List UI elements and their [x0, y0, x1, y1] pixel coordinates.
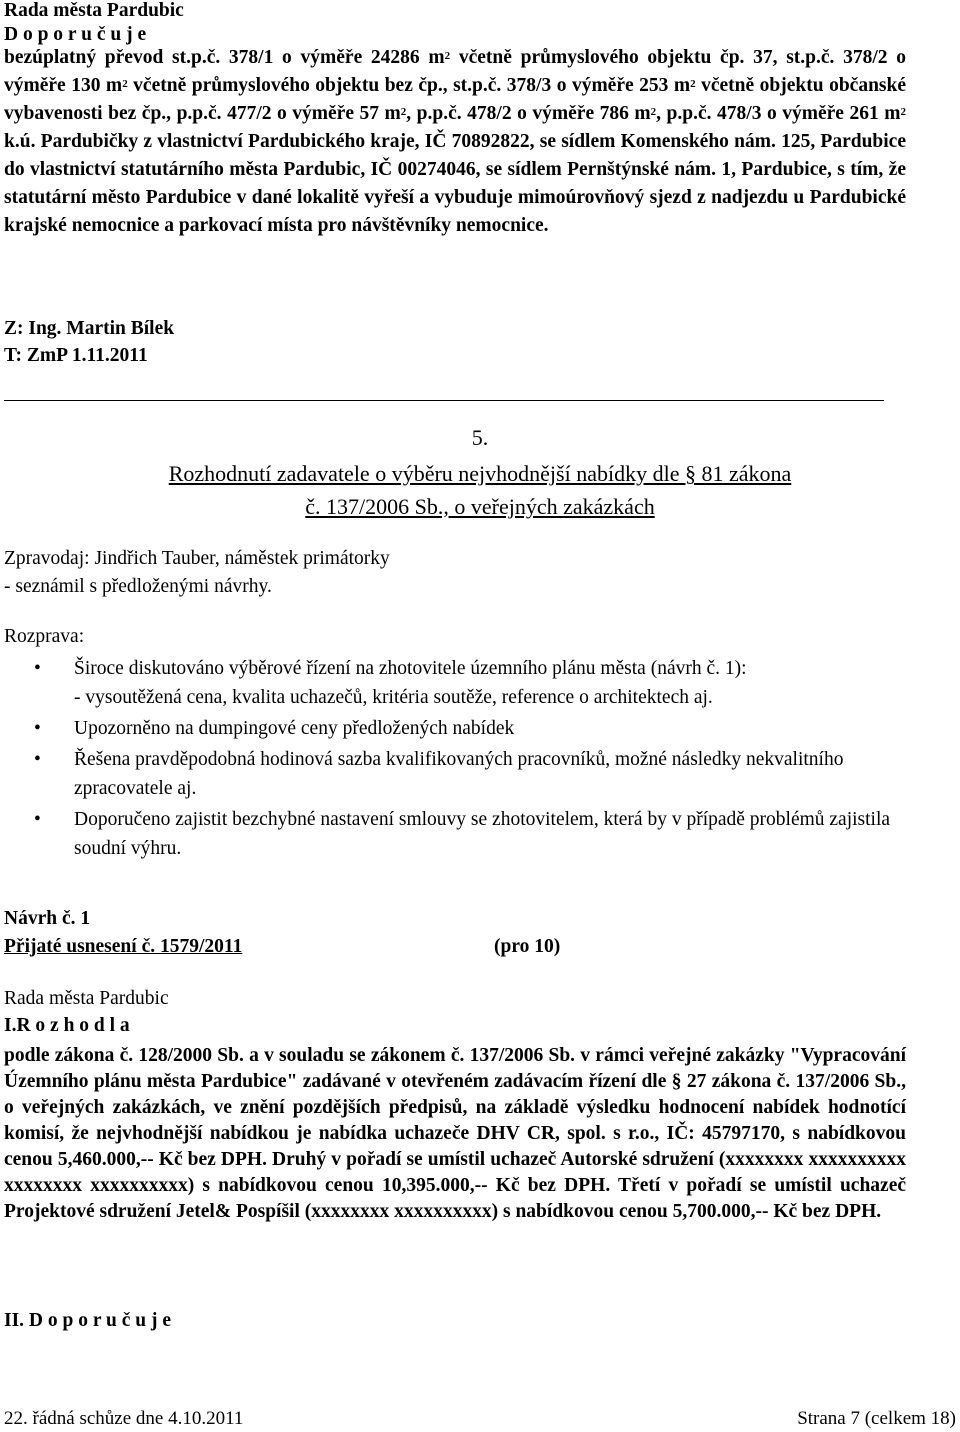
debate-item: • Upozorněno na dumpingové ceny předložených nabídek	[4, 714, 906, 743]
bullet-icon: •	[34, 658, 41, 679]
debate-list	[4, 654, 906, 865]
debate-item: • Řešena pravděpodobná hodinová sazba kvalifikovaných pracovníků, možné následky nekvalitního zpracovatele aj.	[4, 745, 906, 803]
debate-item: • Doporučeno zajistit bezchybné nastavení smlouvy se zhotovitelem, která by v případě problémů zajistila soudní výhru.	[4, 805, 906, 863]
recommends-heading: D o p o r u č u j e	[4, 24, 147, 45]
section-title-line2: č. 137/2006 Sb., o veřejných zakázkách	[305, 494, 655, 519]
debate-item: • Široce diskutováno výběrové řízení na zhotovitele územního plánu města (návrh č. 1): - vysoutěžená cena, kvalita uchazečů, kritéria soutěže, reference o architektech aj.	[4, 654, 906, 712]
footer-page-number: Strana 7 (celkem 18)	[797, 1408, 956, 1429]
rapporteur-line	[4, 548, 906, 570]
decision-paragraph: podle zákona č. 128/2000 Sb. a v souladu se zákonem č. 137/2006 Sb. v rámci veřejné zakázky "Vypracování Územního plánu města Pardubice" zadávané v otevřeném zadávacím řízení dle § 27 zákona č. 137/2006 Sb., o veřejných zakázkách, ve znění pozdějších předpisů, na základě výsledku hodnocení nabídek hodnotící komisí, že nejvhodnější nabídkou je nabídka uchazeče DHV CR, spol. s r.o., IČ: 45797170, s nabídkovou cenou 5,460.000,-- Kč bez DPH. Druhý v pořadí se umístil uchazeč Autorské sdružení (xxxxxxxx xxxxxxxxxx xxxxxxxx xxxxxxxxxx) s nabídkovou cenou 10,395.000,-- Kč bez DPH. Třetí v pořadí se umístil uchazeč Projektové sdružení Jetel& Pospíšil (xxxxxxxx xxxxxxxxxx) s nabídkovou cenou 5,700.000,-- Kč bez DPH.	[4, 1045, 906, 1222]
recommends-heading-2: II. D o p o r u č u j e	[4, 1310, 172, 1331]
debate-label: Rozprava:	[4, 626, 85, 647]
responsible-person: Z: Ing. Martin Bílek	[4, 318, 175, 339]
resolution-number: Přijaté usnesení č. 1579/2011	[4, 936, 243, 957]
deadline: T: ZmP 1.11.2011	[4, 345, 148, 366]
council-heading-2: Rada města Pardubic	[4, 988, 169, 1009]
rapporteur-role: , náměstek primátorky	[214, 548, 390, 569]
rapporteur-note: - seznámil s předloženými návrhy.	[4, 576, 272, 597]
bullet-icon: •	[34, 749, 41, 770]
section-divider	[4, 400, 884, 401]
council-heading: Rada města Pardubic	[4, 0, 184, 21]
rapporteur-name: Jindřich Tauber	[89, 548, 215, 569]
decides-heading: I.R o z h o d l a	[4, 1015, 130, 1036]
section-number: 5.	[471, 425, 489, 450]
proposal-label: Návrh č. 1	[4, 908, 91, 929]
bullet-icon: •	[34, 718, 41, 739]
footer-meeting: 22. řádná schůze dne 4.10.2011	[4, 1408, 244, 1429]
vote-result: (pro 10)	[494, 936, 561, 957]
section-title-line1: Rozhodnutí zadavatele o výběru nejvhodnější nabídky dle § 81 zákona	[168, 461, 792, 486]
page-footer	[4, 1408, 956, 1430]
rapporteur-label: Zpravodaj:	[4, 548, 90, 569]
transfer-paragraph: bezúplatný převod st.p.č. 378/1 o výměře 24286 $m^2$ včetně průmyslového objektu čp. 37, st.p.č. 378/2 o výměře 130 $m^2$ včetně průmyslového objektu bez čp., st.p.č. 378/3 o výměře 253 $m^2$ včetně objektu občanské vybavenosti bez čp., p.p.č. 477/2 o výměře 57 $m^2$, p.p.č. 478/2 o výměře 786 $m^2$, p.p.č. 478/3 o výměře 261 $m^2$ k.ú. Pardubičky z vlastnictví Pardubického kraje, IČ 70892822, se sídlem Komenského nám. 125, Pardubice do vlastnictví statutárního města Pardubic, IČ 00274046, se sídlem Pernštýnské nám. 1, Pardubice, s tím, že statutární město Pardubice v dané lokalitě vyřeší a vybuduje mimoúrovňový sjezd z nadjezdu u Pardubické krajské nemocnice a parkovací místa pro návštěvníky nemocnice.	[4, 47, 907, 236]
section-title	[0, 457, 960, 523]
resolution-line	[4, 936, 906, 958]
bullet-icon: •	[34, 809, 41, 830]
